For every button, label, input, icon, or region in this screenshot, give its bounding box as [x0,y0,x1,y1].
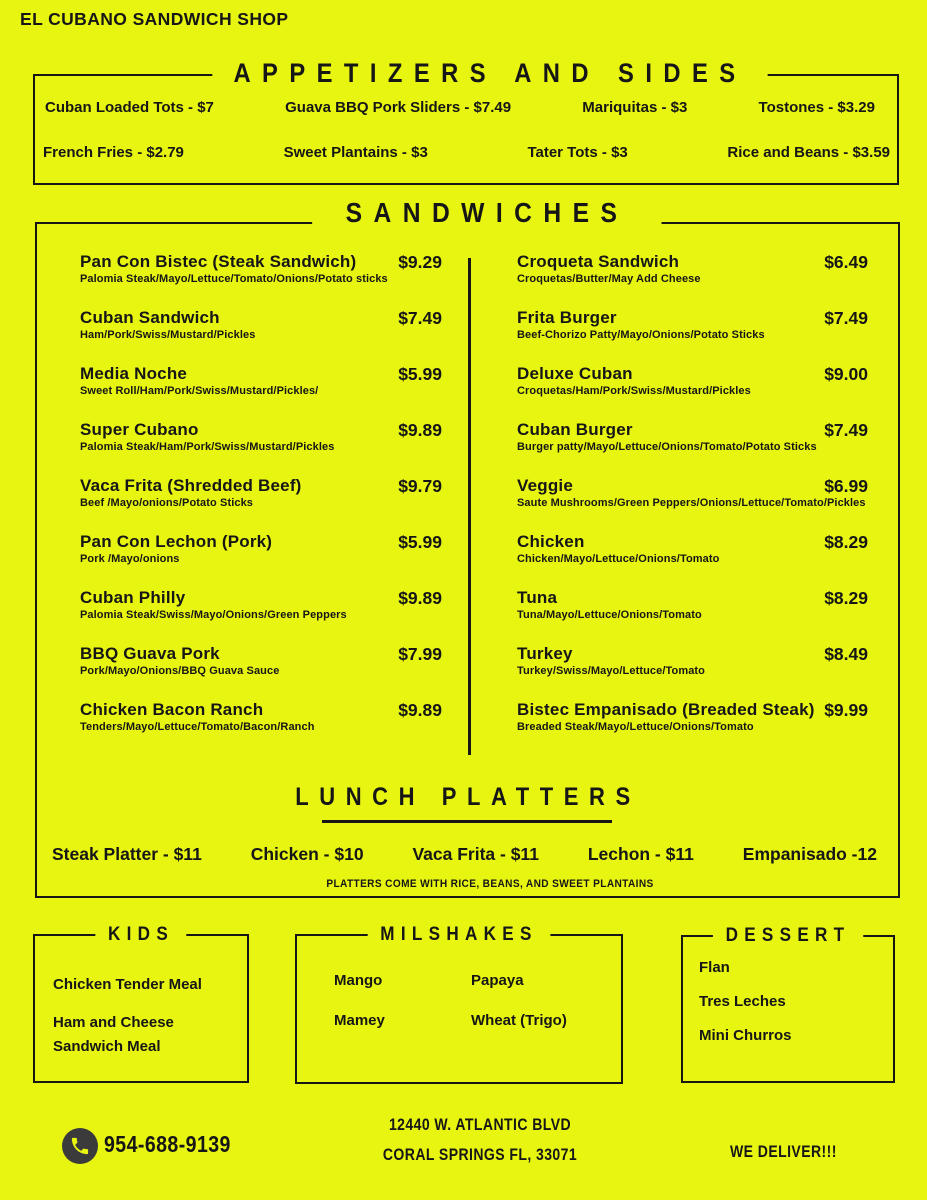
sandwiches-column-right [517,252,868,756]
menu-item-name: Vaca Frita (Shredded Beef) [80,476,302,495]
appetizers-row-1 [45,99,875,116]
milkshake-item: Papaya [471,972,524,989]
appetizer-item: Guava BBQ Pork Sliders - $7.49 [285,99,512,116]
menu-item-price: $7.49 [818,308,868,329]
appetizer-item: Rice and Beans - $3.59 [727,144,890,161]
milkshake-item: Wheat (Trigo) [471,1012,567,1029]
menu-item-price: $5.99 [392,532,442,553]
menu-item-name: Pan Con Lechon (Pork) [80,532,273,551]
lunch-platters-underline [322,820,612,823]
dessert-item: Mini Churros [699,1027,792,1044]
appetizer-item: Cuban Loaded Tots - $7 [45,99,214,116]
address-line-2: CORAL SPRINGS FL, 33071 [382,1146,578,1164]
menu-item-price: $9.99 [818,700,868,721]
appetizer-item: French Fries - $2.79 [43,144,184,161]
menu-item-description: Saute Mushrooms/Green Peppers/Onions/Lettuce/Tomato/Pickles [517,497,866,509]
shop-title: EL CUBANO SANDWICH SHOP [20,9,289,29]
menu-item [517,252,868,308]
menu-item-price: $9.89 [392,420,442,441]
menu-item [517,588,868,644]
menu-item-description: Burger patty/Mayo/Lettuce/Onions/Tomato/Potato Sticks [517,441,817,453]
menu-item [80,476,442,532]
menu-item-price: $9.89 [392,700,442,721]
menu-item-price: $5.99 [392,364,442,385]
dessert-item: Tres Leches [699,993,786,1010]
menu-item-description: Chicken/Mayo/Lettuce/Onions/Tomato [517,553,720,565]
menu-item-name: Deluxe Cuban [517,364,633,383]
menu-item-price: $7.99 [392,644,442,665]
lunch-platters-heading: LUNCH PLATTERS [295,783,641,811]
dessert-item: Flan [699,959,730,976]
menu-item-name: Cuban Sandwich [80,308,220,327]
menu-item [517,420,868,476]
platter-item: Chicken - $10 [250,844,364,864]
milkshake-item: Mamey [334,1012,385,1029]
kids-items [53,973,228,1058]
menu-item-name: Cuban Burger [517,420,633,439]
menu-item-name: Media Noche [80,364,188,383]
menu-item [80,420,442,476]
milkshakes-heading: MILSHAKES [368,922,551,948]
menu-item-description: Croquetas/Butter/May Add Cheese [517,273,701,285]
menu-item [80,308,442,364]
menu-item-price: $7.49 [392,308,442,329]
delivery-note: WE DELIVER!!! [730,1143,837,1161]
menu-item-description: Croquetas/Ham/Pork/Swiss/Mustard/Pickles [517,385,751,397]
menu-item [517,476,868,532]
dessert-items [699,959,893,1044]
dessert-box [681,925,895,1083]
menu-item-name: Tuna [517,588,558,607]
platter-item: Empanisado -12 [742,844,877,864]
menu-item-description: Pork /Mayo/onions [80,553,180,565]
menu-item-description: Breaded Steak/Mayo/Lettuce/Onions/Tomato [517,721,754,733]
kids-item: Ham and Cheese Sandwich Meal [53,1014,174,1055]
lunch-platters-note: PLATTERS COME WITH RICE, BEANS, AND SWEET PLANTAINS [326,878,654,890]
menu-item-description: Tenders/Mayo/Lettuce/Tomato/Bacon/Ranch [80,721,315,733]
platter-item: Lechon - $11 [587,844,694,864]
menu-item-name: Bistec Empanisado (Breaded Steak) [517,700,815,719]
menu-item-price: $8.29 [818,588,868,609]
platter-item: Vaca Frita - $11 [412,844,539,864]
menu-item-description: Pork/Mayo/Onions/BBQ Guava Sauce [80,665,280,677]
menu-item-name: Pan Con Bistec (Steak Sandwich) [80,252,357,271]
kids-item: Chicken Tender Meal [53,976,202,993]
menu-item-price: $9.79 [392,476,442,497]
phone-icon [62,1128,98,1164]
menu-item-name: Turkey [517,644,573,663]
menu-item-price: $8.29 [818,532,868,553]
appetizers-heading: APPETIZERS AND SIDES [212,57,767,90]
milkshake-item: Mango [334,972,383,989]
kids-box [33,924,249,1083]
menu-item [517,364,868,420]
menu-item-price: $9.89 [392,588,442,609]
milkshakes-items [334,972,621,1029]
address-line-1: 12440 W. ATLANTIC BLVD [388,1116,572,1134]
menu-item [517,308,868,364]
sandwiches-heading: SANDWICHES [312,195,662,230]
appetizer-item: Mariquitas - $3 [582,99,688,116]
menu-item-name: Frita Burger [517,308,617,327]
menu-item [517,700,868,756]
menu-item-name: BBQ Guava Pork [80,644,220,663]
menu-item [80,644,442,700]
menu-item [517,532,868,588]
menu-item-price: $8.49 [818,644,868,665]
menu-item-price: $6.99 [818,476,868,497]
menu-item [517,644,868,700]
menu-item [80,700,442,756]
column-divider [468,258,471,755]
menu-item [80,252,442,308]
menu-item-price: $9.00 [818,364,868,385]
appetizer-item: Sweet Plantains - $3 [283,144,428,161]
menu-item-name: Veggie [517,476,574,495]
menu-item-description: Palomia Steak/Ham/Pork/Swiss/Mustard/Pickles [80,441,335,453]
menu-item-name: Super Cubano [80,420,199,439]
menu-item-name: Chicken Bacon Ranch [80,700,264,719]
menu-item-description: Turkey/Swiss/Mayo/Lettuce/Tomato [517,665,706,677]
menu-item-description: Beef /Mayo/onions/Potato Sticks [80,497,254,509]
menu-item-description: Sweet Roll/Ham/Pork/Swiss/Mustard/Pickles/ [80,385,319,397]
menu-item-description: Beef-Chorizo Patty/Mayo/Onions/Potato Sticks [517,329,765,341]
sandwiches-column-left [80,252,442,756]
platter-item: Steak Platter - $11 [52,844,202,864]
appetizers-row-2 [43,144,890,161]
appetizer-item: Tostones - $3.29 [758,99,875,116]
lunch-platters-row [52,844,877,865]
menu-item-name: Chicken [517,532,585,551]
menu-item-description: Tuna/Mayo/Lettuce/Onions/Tomato [517,609,702,621]
phone-number: 954-688-9139 [104,1131,231,1157]
address [383,1110,577,1170]
menu-item-name: Cuban Philly [80,588,186,607]
menu-item-price: $7.49 [818,420,868,441]
menu-item [80,588,442,644]
menu-item [80,364,442,420]
menu-item-name: Croqueta Sandwich [517,252,680,271]
dessert-heading: DESSERT [713,923,863,949]
menu-item [80,532,442,588]
kids-heading: KIDS [95,922,186,948]
menu-item-description: Palomia Steak/Mayo/Lettuce/Tomato/Onions/Potato sticks [80,273,388,285]
appetizers-box [33,74,899,185]
menu-item-description: Palomia Steak/Swiss/Mayo/Onions/Green Peppers [80,609,347,621]
appetizer-item: Tater Tots - $3 [527,144,628,161]
menu-item-price: $9.29 [392,252,442,273]
menu-item-price: $6.49 [818,252,868,273]
milkshakes-box [295,924,623,1084]
menu-item-description: Ham/Pork/Swiss/Mustard/Pickles [80,329,256,341]
